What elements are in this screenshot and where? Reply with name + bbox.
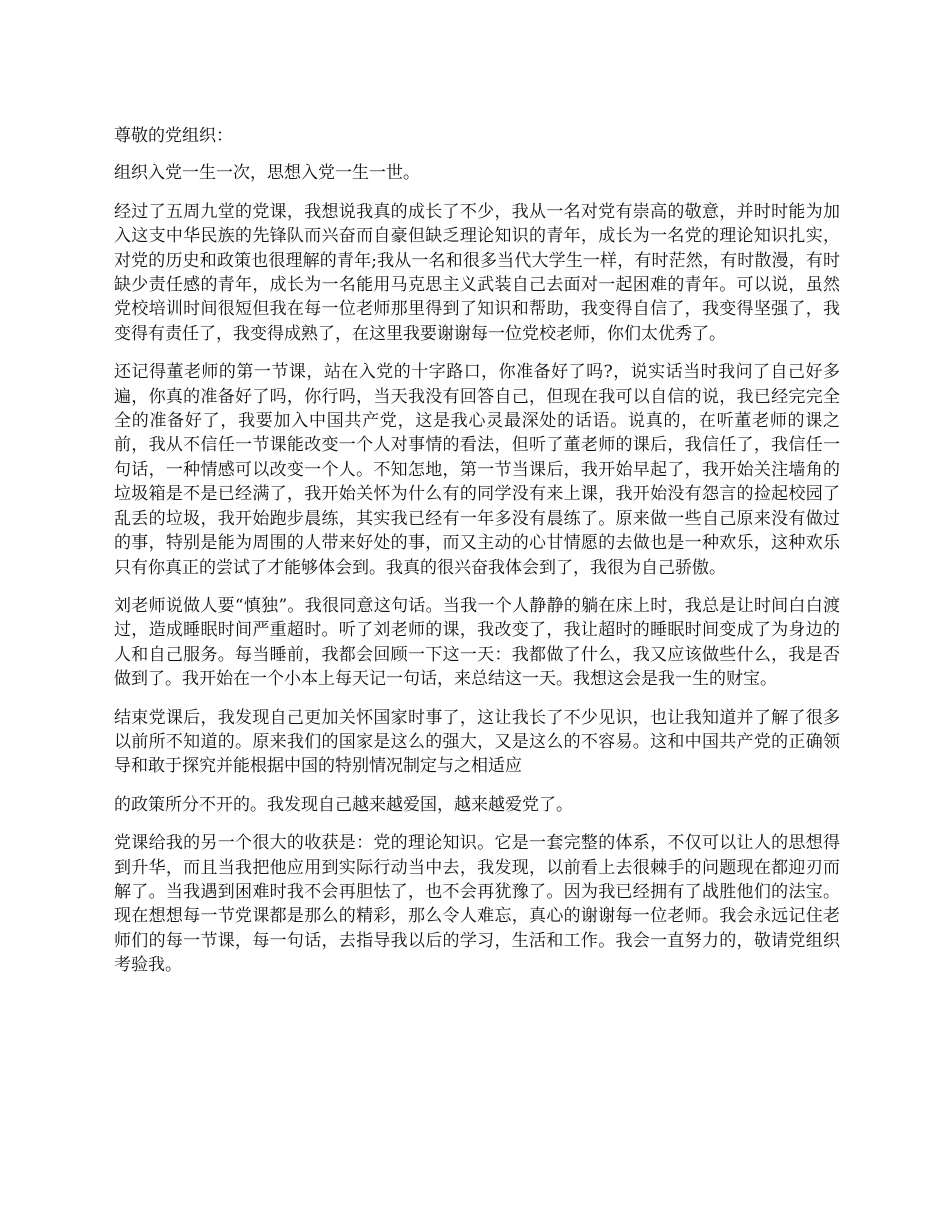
- paragraph-motto: 组织入党一生一次，思想入党一生一世。: [114, 163, 420, 184]
- document-page: [114, 124, 840, 992]
- paragraph-first-lesson: 还记得董老师的第一节课，站在入党的十字路口，你准备好了吗?，说实话当时我问了自己好多遍，你真的准备好了吗，你行吗，当天我没有回答自己，但现在我可以自信的说，我已经完完全全的准备好了，我要加入中国共产党，这是我心灵最深处的话语。说真的，在听董老师的课之前，我从不信任一节课能改变一个人对事情的看法，但听了董老师的课后，我信任了，我信任一句话，一种情感可以改变一个人。不知怎地，第一节当课后，我开始早起了，我开始关注墙角的垃圾箱是不是已经满了，我开始关怀为什么有的同学没有来上课，我开始没有怨言的捡起校园了乱丢的垃圾，我开始跑步晨练，其实我已经有一年多没有晨练了。原来做一些自己原来没有做过的事，特别是能为周围的人带来好处的事，而又主动的心甘情愿的去做也是一种欢乐，这种欢乐只有你真正的尝试了才能够体会到。我真的很兴奋我体会到了，我很为自己骄傲。: [114, 362, 840, 578]
- salutation: 尊敬的党组织：: [114, 126, 233, 146]
- paragraph-theory: 党课给我的另一个很大的收获是：党的理论知识。它是一套完整的体系，不仅可以让人的思想得到升华，而且当我把他应用到实际行动当中去，我发现，以前看上去很棘手的问题现在都迎刃而解了。当我遇到困难时我不会再胆怯了，也不会再犹豫了。因为我已经拥有了战胜他们的法宝。现在想想每一节党课都是那么的精彩，那么令人难忘，真心的谢谢每一位老师。我会永远记住老师们的每一节课，每一句话，去指导我以后的学习，生活和工作。我会一直努力的，敬请党组织考验我。: [114, 833, 840, 976]
- paragraph-growth: 经过了五周九堂的党课，我想说我真的成长了不少，我从一名对党有崇高的敬意，并时时能为加入这支中华民族的先锋队而兴奋而自豪但缺乏理论知识的青年，成长为一名党的理论知识扎实，对党的历史和政策也很理解的青年;我从一名和很多当代大学生一样，有时茫然，有时散漫，有时缺少责任感的青年，成长为一名能用马克思主义武装自己去面对一起困难的青年。可以说，虽然党校培训时间很短但我在每一位老师那里得到了知识和帮助，我变得自信了，我变得坚强了，我变得有责任了，我变得成熟了，在这里我要谢谢每一位党校老师，你们太优秀了。: [114, 201, 840, 344]
- paragraph-shendu: 刘老师说做人要“慎独”。我很同意这句话。当我一个人静静的躺在床上时，我总是让时间白白渡过，造成睡眠时间严重超时。听了刘老师的课，我改变了，我让超时的睡眠时间变成了为身边的人和自己服务。每当睡前，我都会回顾一下这一天：我都做了什么，我又应该做些什么，我是否做到了。我开始在一个小本上每天记一句话，来总结这一天。我想这会是我一生的财宝。: [114, 595, 840, 690]
- paragraph-patriotism: 的政策所分不开的。我发现自己越来越爱国，越来越爱党了。: [114, 794, 573, 815]
- paragraph-current-affairs: 结束党课后，我发现自己更加关怀国家时事了，这让我长了不少见识，也让我知道并了解了很多以前所不知道的。原来我们的国家是这么的强大，又是这么的不容易。这和中国共产党的正确领导和敢于探究并能根据中国的特别情况制定与之相适应: [114, 707, 840, 777]
